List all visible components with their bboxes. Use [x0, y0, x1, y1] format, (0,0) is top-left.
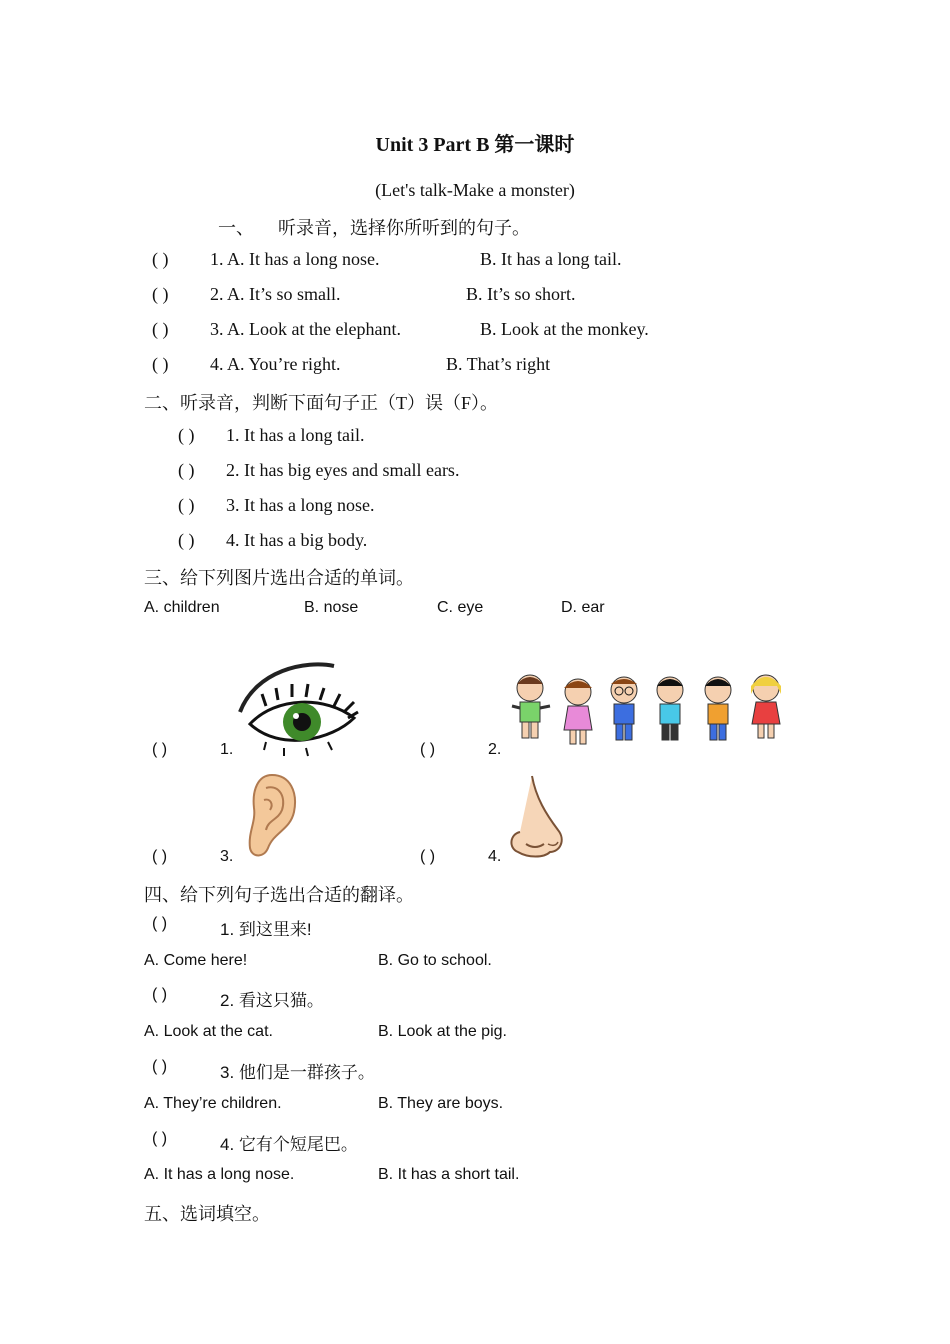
statement: 3. It has a long nose. [226, 495, 375, 515]
answer-blank[interactable]: ( ) [178, 460, 195, 480]
option-a: A. They’re children. [144, 1095, 282, 1112]
word-option: D. ear [561, 599, 605, 616]
answer-blank[interactable]: ( ) [152, 354, 169, 374]
answer-blank[interactable]: ( ) [420, 848, 436, 865]
answer-blank[interactable]: ( ) [152, 1130, 168, 1147]
option-b: B. Go to school. [378, 952, 492, 969]
answer-blank[interactable]: ( ) [420, 741, 436, 758]
nose-picture [506, 774, 568, 860]
answer-blank[interactable]: ( ) [152, 848, 168, 865]
option-b: B. Look at the pig. [378, 1023, 507, 1040]
page-subtitle: (Let's talk-Make a monster) [375, 180, 575, 200]
chinese-sentence: 2. 看这只猫。 [220, 991, 324, 1010]
option-a: A. Come here! [144, 952, 248, 969]
item-number: 3. [220, 848, 234, 865]
option-b: B. That’s right [446, 354, 551, 374]
eye-picture [236, 662, 360, 758]
answer-blank[interactable]: ( ) [152, 284, 169, 304]
option-a: 2. A. It’s so small. [210, 284, 341, 304]
option-b: B. It has a short tail. [378, 1166, 520, 1183]
statement: 4. It has a big body. [226, 530, 368, 550]
item-number: 4. [488, 848, 502, 865]
item-number: 1. [220, 741, 234, 758]
answer-blank[interactable]: ( ) [152, 986, 168, 1003]
answer-blank[interactable]: ( ) [178, 530, 195, 550]
section3-heading: 三、给下列图片选出合适的单词。 [144, 568, 414, 588]
ear-picture [244, 772, 300, 860]
item-number: 2. [488, 741, 502, 758]
answer-blank[interactable]: ( ) [152, 1058, 168, 1075]
answer-blank[interactable]: ( ) [178, 425, 195, 445]
answer-blank[interactable]: ( ) [152, 915, 168, 932]
option-b: B. It’s so short. [466, 284, 576, 304]
chinese-sentence: 1. 到这里来! [220, 920, 312, 939]
statement: 2. It has big eyes and small ears. [226, 460, 460, 480]
option-a: A. It has a long nose. [144, 1166, 295, 1183]
option-a: A. Look at the cat. [144, 1023, 273, 1040]
chinese-sentence: 4. 它有个短尾巴。 [220, 1135, 358, 1154]
option-a: 3. A. Look at the elephant. [210, 319, 401, 339]
section5-heading: 五、选词填空。 [144, 1204, 270, 1224]
word-option: C. eye [437, 599, 484, 616]
option-b: B. Look at the monkey. [480, 319, 649, 339]
option-b: B. They are boys. [378, 1095, 504, 1112]
page-title: Unit 3 Part B 第一课时 [375, 134, 575, 156]
option-a: 4. A. You’re right. [210, 354, 341, 374]
answer-blank[interactable]: ( ) [152, 741, 168, 758]
statement: 1. It has a long tail. [226, 425, 365, 445]
children-picture [508, 670, 790, 746]
word-option: A. children [144, 599, 220, 616]
section4-heading: 四、给下列句子选出合适的翻译。 [144, 885, 414, 905]
option-b: B. It has a long tail. [480, 249, 622, 269]
section1-heading-number: 一、 [218, 218, 254, 238]
answer-blank[interactable]: ( ) [152, 319, 169, 339]
option-a: 1. A. It has a long nose. [210, 249, 380, 269]
section2-heading: 二、听录音，判断下面句子正（T）误（F）。 [144, 393, 499, 413]
chinese-sentence: 3. 他们是一群孩子。 [220, 1063, 375, 1082]
answer-blank[interactable]: ( ) [152, 249, 169, 269]
word-option: B. nose [304, 599, 359, 616]
section1-heading: 听录音，选择你所听到的句子。 [278, 218, 530, 238]
answer-blank[interactable]: ( ) [178, 495, 195, 515]
